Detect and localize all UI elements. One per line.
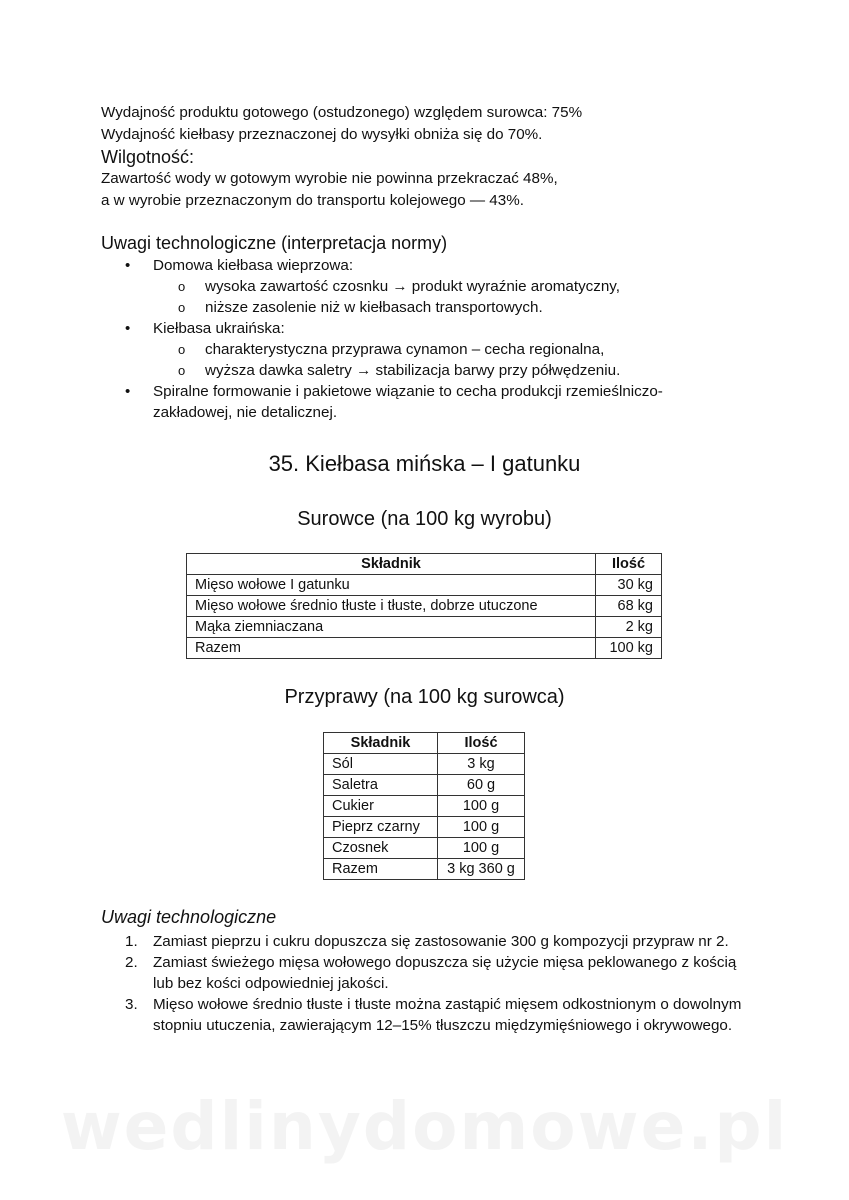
- total-label-cell: Razem: [324, 859, 438, 880]
- quantity-cell: 60 g: [438, 775, 525, 796]
- table-header-row: [187, 554, 662, 575]
- table-row: [324, 754, 525, 775]
- sub-bullet-item: [101, 297, 741, 318]
- sub-bullet-item: [101, 276, 741, 297]
- ingredient-cell: Saletra: [324, 775, 438, 796]
- bullet-label: Domowa kiełbasa wieprzowa:: [153, 257, 354, 274]
- sub-bullet-item: [101, 339, 741, 360]
- notes-title: Uwagi technologiczne (interpretacja normy): [101, 233, 448, 253]
- total-quantity-cell: 100 kg: [596, 638, 662, 659]
- numbered-item: [101, 931, 751, 952]
- table-header-row: [324, 733, 525, 754]
- intro-block: [101, 102, 582, 212]
- item-number: 1.: [125, 933, 138, 950]
- ingredient-cell: Mięso wołowe średnio tłuste i tłuste, dobrze utuczone: [187, 596, 596, 617]
- column-header-quantity: Ilość: [596, 554, 662, 575]
- bullet-label: Kiełbasa ukraińska:: [153, 320, 285, 337]
- spices-table: [323, 732, 525, 880]
- ingredient-cell: Cukier: [324, 796, 438, 817]
- raw-materials-title: Surowce (na 100 kg wyrobu): [297, 508, 552, 530]
- table-row: [187, 596, 662, 617]
- bullet-icon: •: [125, 320, 131, 337]
- column-header-quantity: Ilość: [438, 733, 525, 754]
- rail-transport-line: a w wyrobie przeznaczonym do transportu kolejowego — 43%.: [101, 192, 524, 209]
- item-number: 3.: [125, 996, 138, 1013]
- technological-notes: [101, 905, 751, 1036]
- item-number: 2.: [125, 954, 138, 971]
- quantity-cell: 68 kg: [596, 596, 662, 617]
- table-row: [324, 775, 525, 796]
- total-quantity-cell: 3 kg 360 g: [438, 859, 525, 880]
- technological-notes-interpretation: [101, 231, 741, 423]
- quantity-cell: 30 kg: [596, 575, 662, 596]
- table-row: [324, 859, 525, 880]
- sub-bullet-item: [101, 360, 741, 381]
- table-row: [187, 617, 662, 638]
- circle-bullet-icon: o: [178, 342, 186, 357]
- shipping-yield-line: Wydajność kiełbasy przeznaczonej do wysyłki obniża się do 70%.: [101, 126, 543, 143]
- table-row: [187, 575, 662, 596]
- circle-bullet-icon: o: [178, 363, 186, 378]
- quantity-cell: 100 g: [438, 817, 525, 838]
- column-header-ingredient: Składnik: [324, 733, 438, 754]
- water-content-line: Zawartość wody w gotowym wyrobie nie powinna przekraczać 48%,: [101, 170, 558, 187]
- table-row: [324, 838, 525, 859]
- notes-title: Uwagi technologiczne: [101, 907, 277, 927]
- sub-bullet-text: wyższa dawka saletry → stabilizacja barwy przy półwędzeniu.: [205, 362, 621, 379]
- bullet-icon: •: [125, 257, 131, 274]
- bullet-item: [101, 318, 741, 339]
- table-row: [187, 638, 662, 659]
- bullet-label: Spiralne formowanie i pakietowe wiązanie to cecha produkcji rzemieślniczo-zakładowej, nie detalicznej.: [153, 383, 663, 421]
- ingredient-cell: Czosnek: [324, 838, 438, 859]
- numbered-item: [101, 994, 751, 1036]
- spices-title: Przyprawy (na 100 kg surowca): [284, 686, 565, 708]
- quantity-cell: 100 g: [438, 796, 525, 817]
- watermark: wedlinydomowe.pl: [60, 1088, 789, 1165]
- humidity-heading: Wilgotność:: [101, 147, 195, 167]
- quantity-cell: 2 kg: [596, 617, 662, 638]
- item-text: Mięso wołowe średnio tłuste i tłuste można zastąpić mięsem odkostnionym o dowolnym stopniu utuczenia, zawierającym 12–15% tłuszczu międzymięśniowego i okrywowego.: [153, 996, 742, 1034]
- sub-bullet-text: charakterystyczna przyprawa cynamon – cecha regionalna,: [205, 341, 605, 358]
- bullet-item: [101, 255, 741, 276]
- bullet-item: [101, 381, 741, 423]
- raw-materials-table: [186, 553, 662, 659]
- circle-bullet-icon: o: [178, 279, 186, 294]
- sub-bullet-text: wysoka zawartość czosnku → produkt wyraźnie aromatyczny,: [205, 278, 620, 295]
- quantity-cell: 100 g: [438, 838, 525, 859]
- bullet-icon: •: [125, 383, 131, 400]
- ingredient-cell: Pieprz czarny: [324, 817, 438, 838]
- ingredient-cell: Mąka ziemniaczana: [187, 617, 596, 638]
- circle-bullet-icon: o: [178, 300, 186, 315]
- section-title: 35. Kiełbasa mińska – I gatunku: [268, 451, 581, 476]
- table-row: [324, 796, 525, 817]
- quantity-cell: 3 kg: [438, 754, 525, 775]
- table-row: [324, 817, 525, 838]
- yield-line: Wydajność produktu gotowego (ostudzonego) względem surowca: 75%: [101, 104, 583, 121]
- numbered-item: [101, 952, 751, 994]
- item-text: Zamiast pieprzu i cukru dopuszcza się zastosowanie 300 g kompozycji przypraw nr 2.: [153, 933, 729, 950]
- ingredient-cell: Mięso wołowe I gatunku: [187, 575, 596, 596]
- ingredient-cell: Sól: [324, 754, 438, 775]
- sub-bullet-text: niższe zasolenie niż w kiełbasach transportowych.: [205, 299, 543, 316]
- column-header-ingredient: Składnik: [187, 554, 596, 575]
- total-label-cell: Razem: [187, 638, 596, 659]
- item-text: Zamiast świeżego mięsa wołowego dopuszcza się użycie mięsa peklowanego z kością lub bez kości odpowiedniej jakości.: [153, 954, 737, 992]
